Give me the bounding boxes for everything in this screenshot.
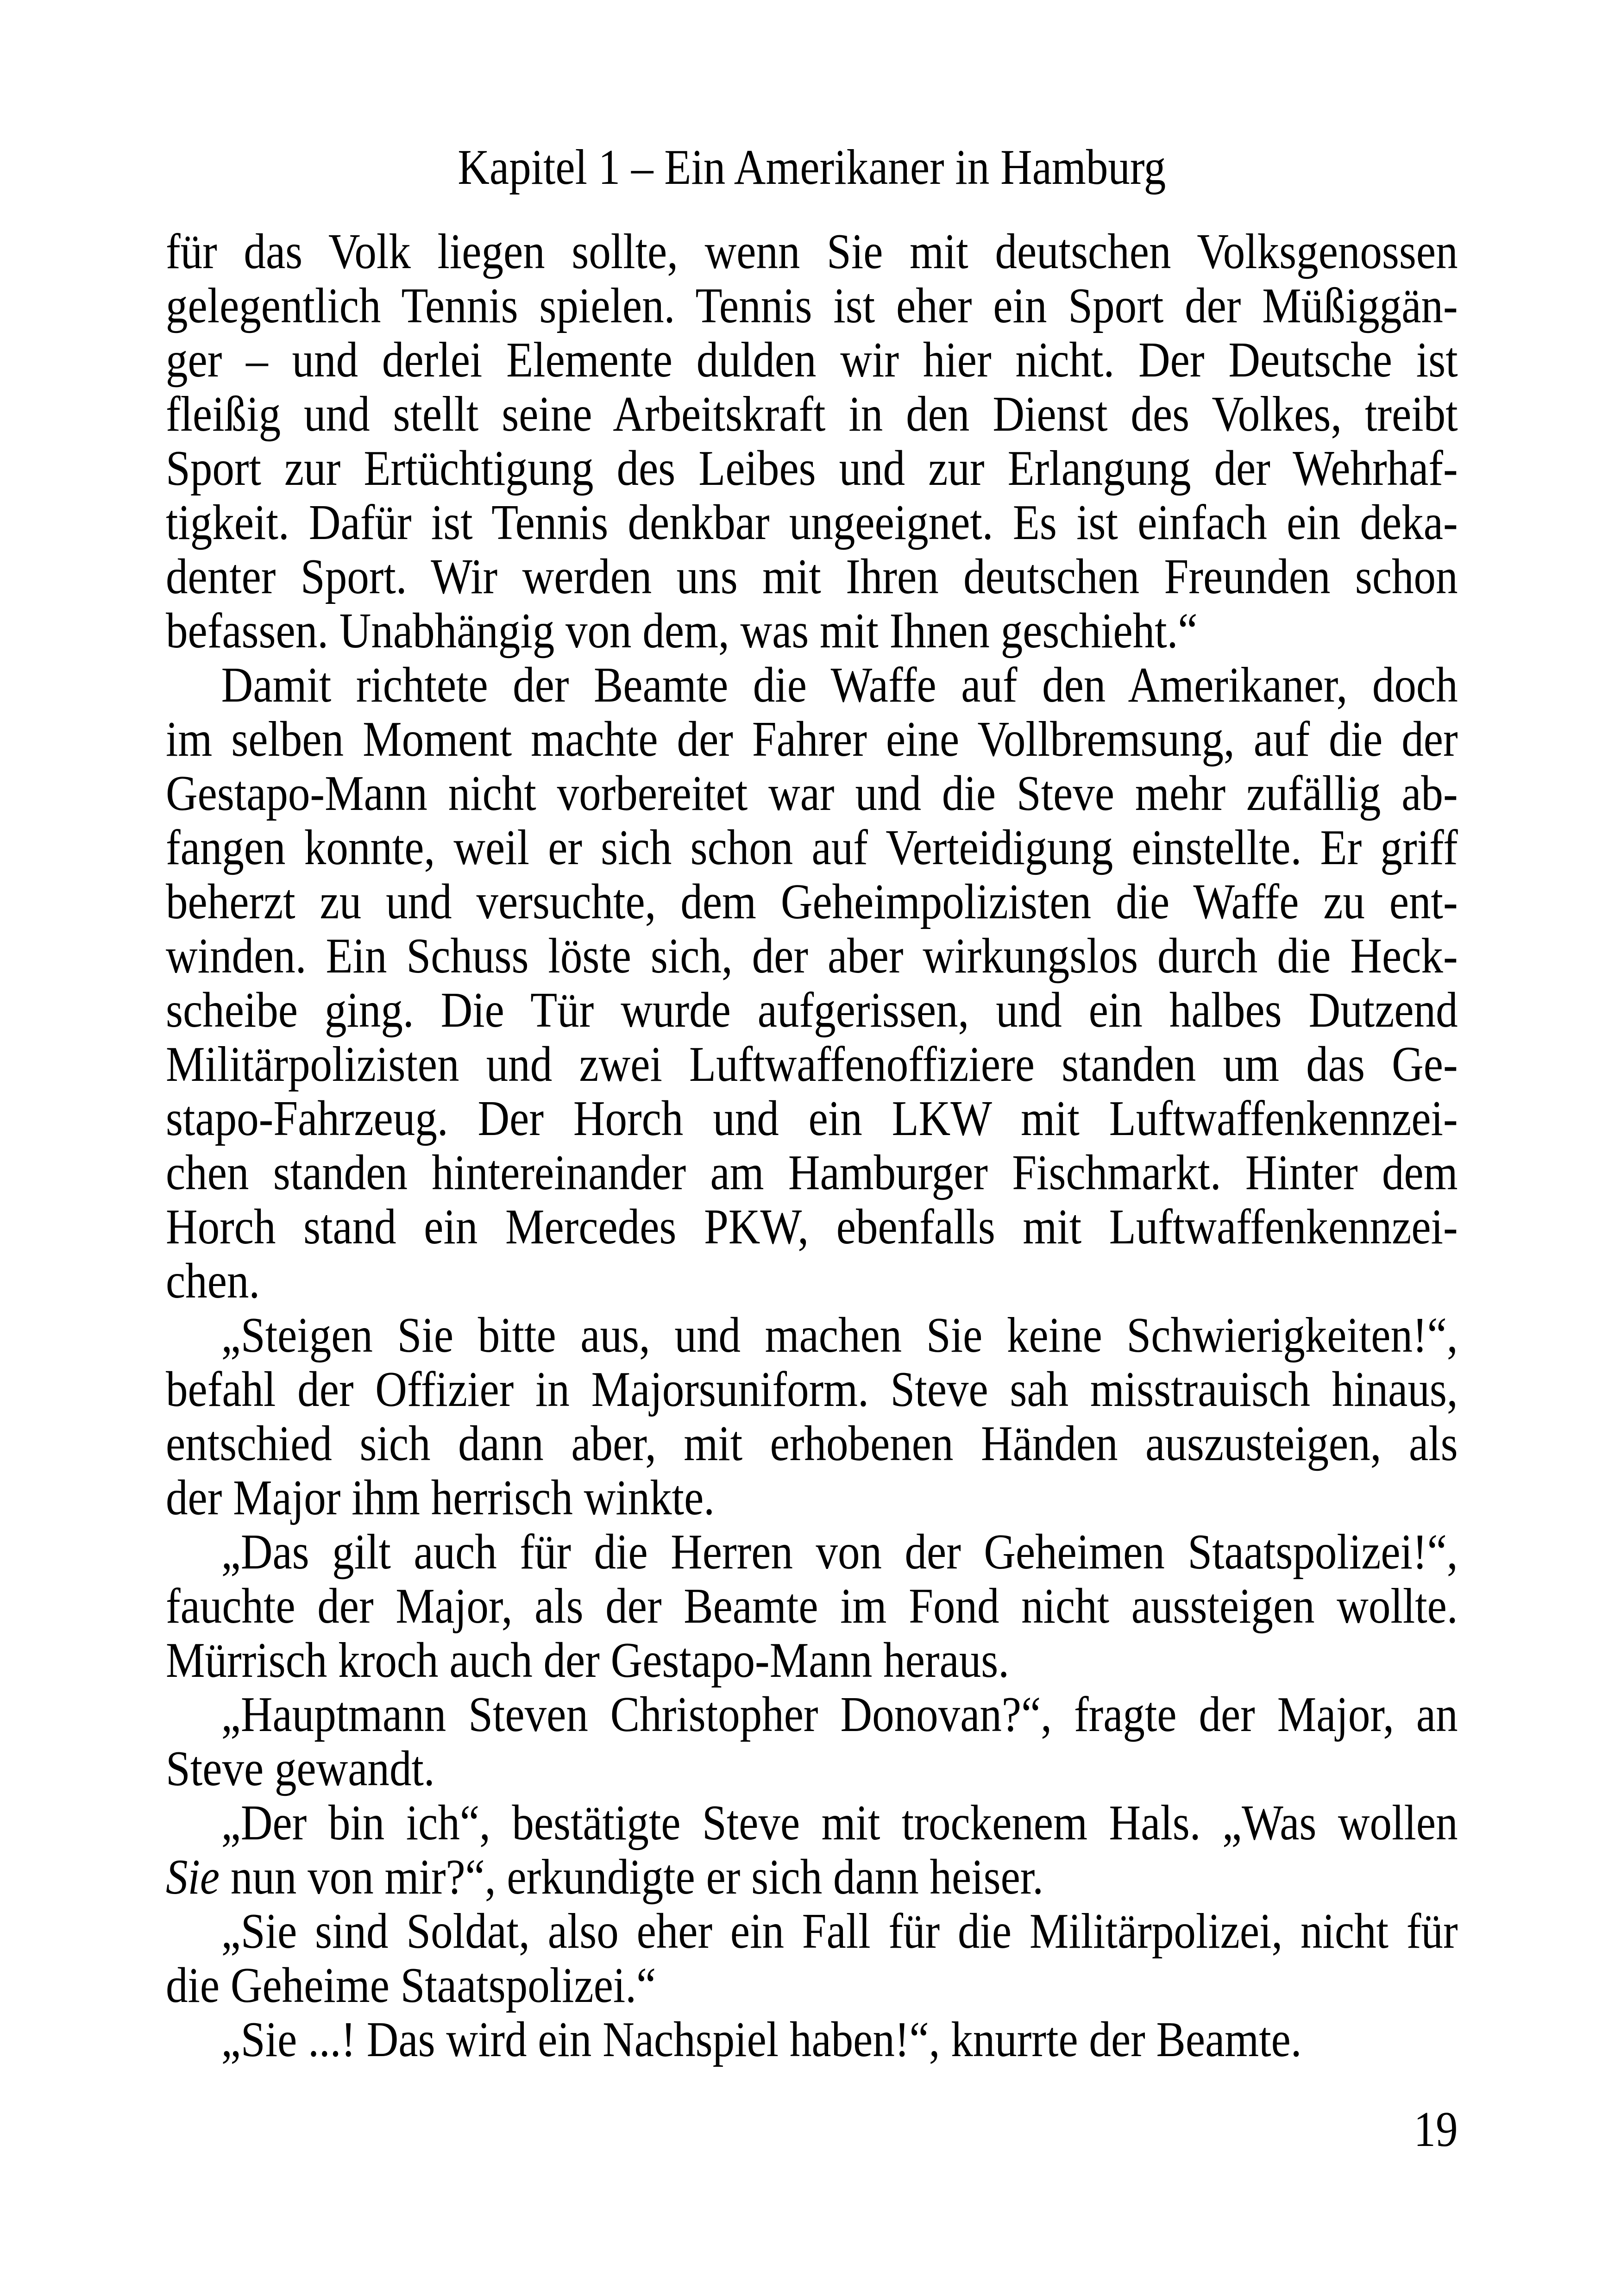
- text-line: Mürrisch kroch auch der Gestapo-Mann heraus.: [166, 1633, 1009, 1688]
- paragraph: [166, 658, 1458, 1308]
- text-line: Damit richtete der Beamte die Waffe auf den Amerikaner, doch: [221, 658, 1458, 713]
- text-line: gelegentlich Tennis spielen. Tennis ist eher ein Sport der Müßiggän-: [166, 278, 1458, 333]
- text-line: befassen. Unabhängig von dem, was mit Ihnen geschieht.“: [166, 603, 1198, 659]
- paragraph: [166, 1687, 1458, 1796]
- text-line: ger – und derlei Elemente dulden wir hier nicht. Der Deutsche ist: [166, 332, 1458, 388]
- text-line: Horch stand ein Mercedes PKW, ebenfalls mit Luftwaffenkennzei-: [166, 1199, 1458, 1255]
- text-line: chen standen hintereinander am Hamburger Fischmarkt. Hinter dem: [166, 1145, 1458, 1200]
- text-line: „Hauptmann Steven Christopher Donovan?“, fragte der Major, an: [221, 1687, 1458, 1742]
- text-line: stapo-Fahrzeug. Der Horch und ein LKW mit Luftwaffenkennzei-: [166, 1091, 1458, 1146]
- paragraph: [166, 1796, 1458, 1904]
- paragraph: [166, 2013, 1458, 2067]
- text-line: winden. Ein Schuss löste sich, der aber wirkungslos durch die Heck-: [166, 928, 1458, 984]
- text-line: befahl der Offizier in Majorsuniform. Steve sah misstrauisch hinaus,: [166, 1362, 1458, 1417]
- text-body: [166, 225, 1458, 2067]
- text-line: beherzt zu und versuchte, dem Geheimpolizisten die Waffe zu ent-: [166, 874, 1458, 929]
- text-line: Steve gewandt.: [166, 1741, 435, 1796]
- text-line: Sport zur Ertüchtigung des Leibes und zur Erlangung der Wehrhaf-: [166, 441, 1458, 496]
- paragraph: [166, 225, 1458, 658]
- paragraph: [166, 1308, 1458, 1525]
- running-header: [166, 140, 1458, 194]
- paragraph: [166, 1525, 1458, 1687]
- page-number: 19: [1414, 2102, 1458, 2157]
- text-line: fleißig und stellt seine Arbeitskraft in den Dienst des Volkes, treibt: [166, 387, 1458, 442]
- text-line: für das Volk liegen sollte, wenn Sie mit deutschen Volksgenossen: [166, 224, 1458, 279]
- text-line: fauchte der Major, als der Beamte im Fond nicht aussteigen wollte.: [166, 1579, 1458, 1634]
- text-line: die Geheime Staatspolizei.“: [166, 1958, 656, 2013]
- text-line: tigkeit. Dafür ist Tennis denkbar ungeeignet. Es ist einfach ein deka-: [166, 495, 1458, 550]
- text-line: „Das gilt auch für die Herren von der Geheimen Staatspolizei!“,: [221, 1524, 1458, 1580]
- paragraph: [166, 1904, 1458, 2013]
- text-line: „Sie sind Soldat, also eher ein Fall für die Militärpolizei, nicht für: [221, 1904, 1458, 1959]
- text-line: „Steigen Sie bitte aus, und machen Sie keine Schwierigkeiten!“,: [221, 1308, 1458, 1363]
- text-line: „Sie ...! Das wird ein Nachspiel haben!“, knurrte der Beamte.: [221, 2012, 1302, 2067]
- text-line: Gestapo-Mann nicht vorbereitet war und die Steve mehr zufällig ab-: [166, 766, 1458, 821]
- text-line: denter Sport. Wir werden uns mit Ihren deutschen Freunden schon: [166, 549, 1458, 604]
- emphasized-text: Sie: [166, 1850, 220, 1905]
- text-line: Militärpolizisten und zwei Luftwaffenoffiziere standen um das Ge-: [166, 1037, 1458, 1092]
- text-line: im selben Moment machte der Fahrer eine Vollbremsung, auf die der: [166, 712, 1458, 767]
- text-segment: nun von mir?“, erkundigte er sich dann heiser.: [220, 1850, 1043, 1905]
- text-line: „Der bin ich“, bestätigte Steve mit trockenem Hals. „Was wollen: [221, 1795, 1458, 1851]
- text-line: entschied sich dann aber, mit erhobenen Händen auszusteigen, als: [166, 1416, 1458, 1471]
- chapter-title: Kapitel 1 – Ein Amerikaner in Hamburg: [458, 140, 1166, 195]
- text-line: chen.: [166, 1254, 260, 1309]
- text-line: [166, 1850, 1458, 1904]
- text-line: scheibe ging. Die Tür wurde aufgerissen, und ein halbes Dutzend: [166, 983, 1458, 1038]
- text-line: fangen konnte, weil er sich schon auf Verteidigung einstellte. Er griff: [166, 820, 1458, 875]
- text-line: der Major ihm herrisch winkte.: [166, 1470, 715, 1525]
